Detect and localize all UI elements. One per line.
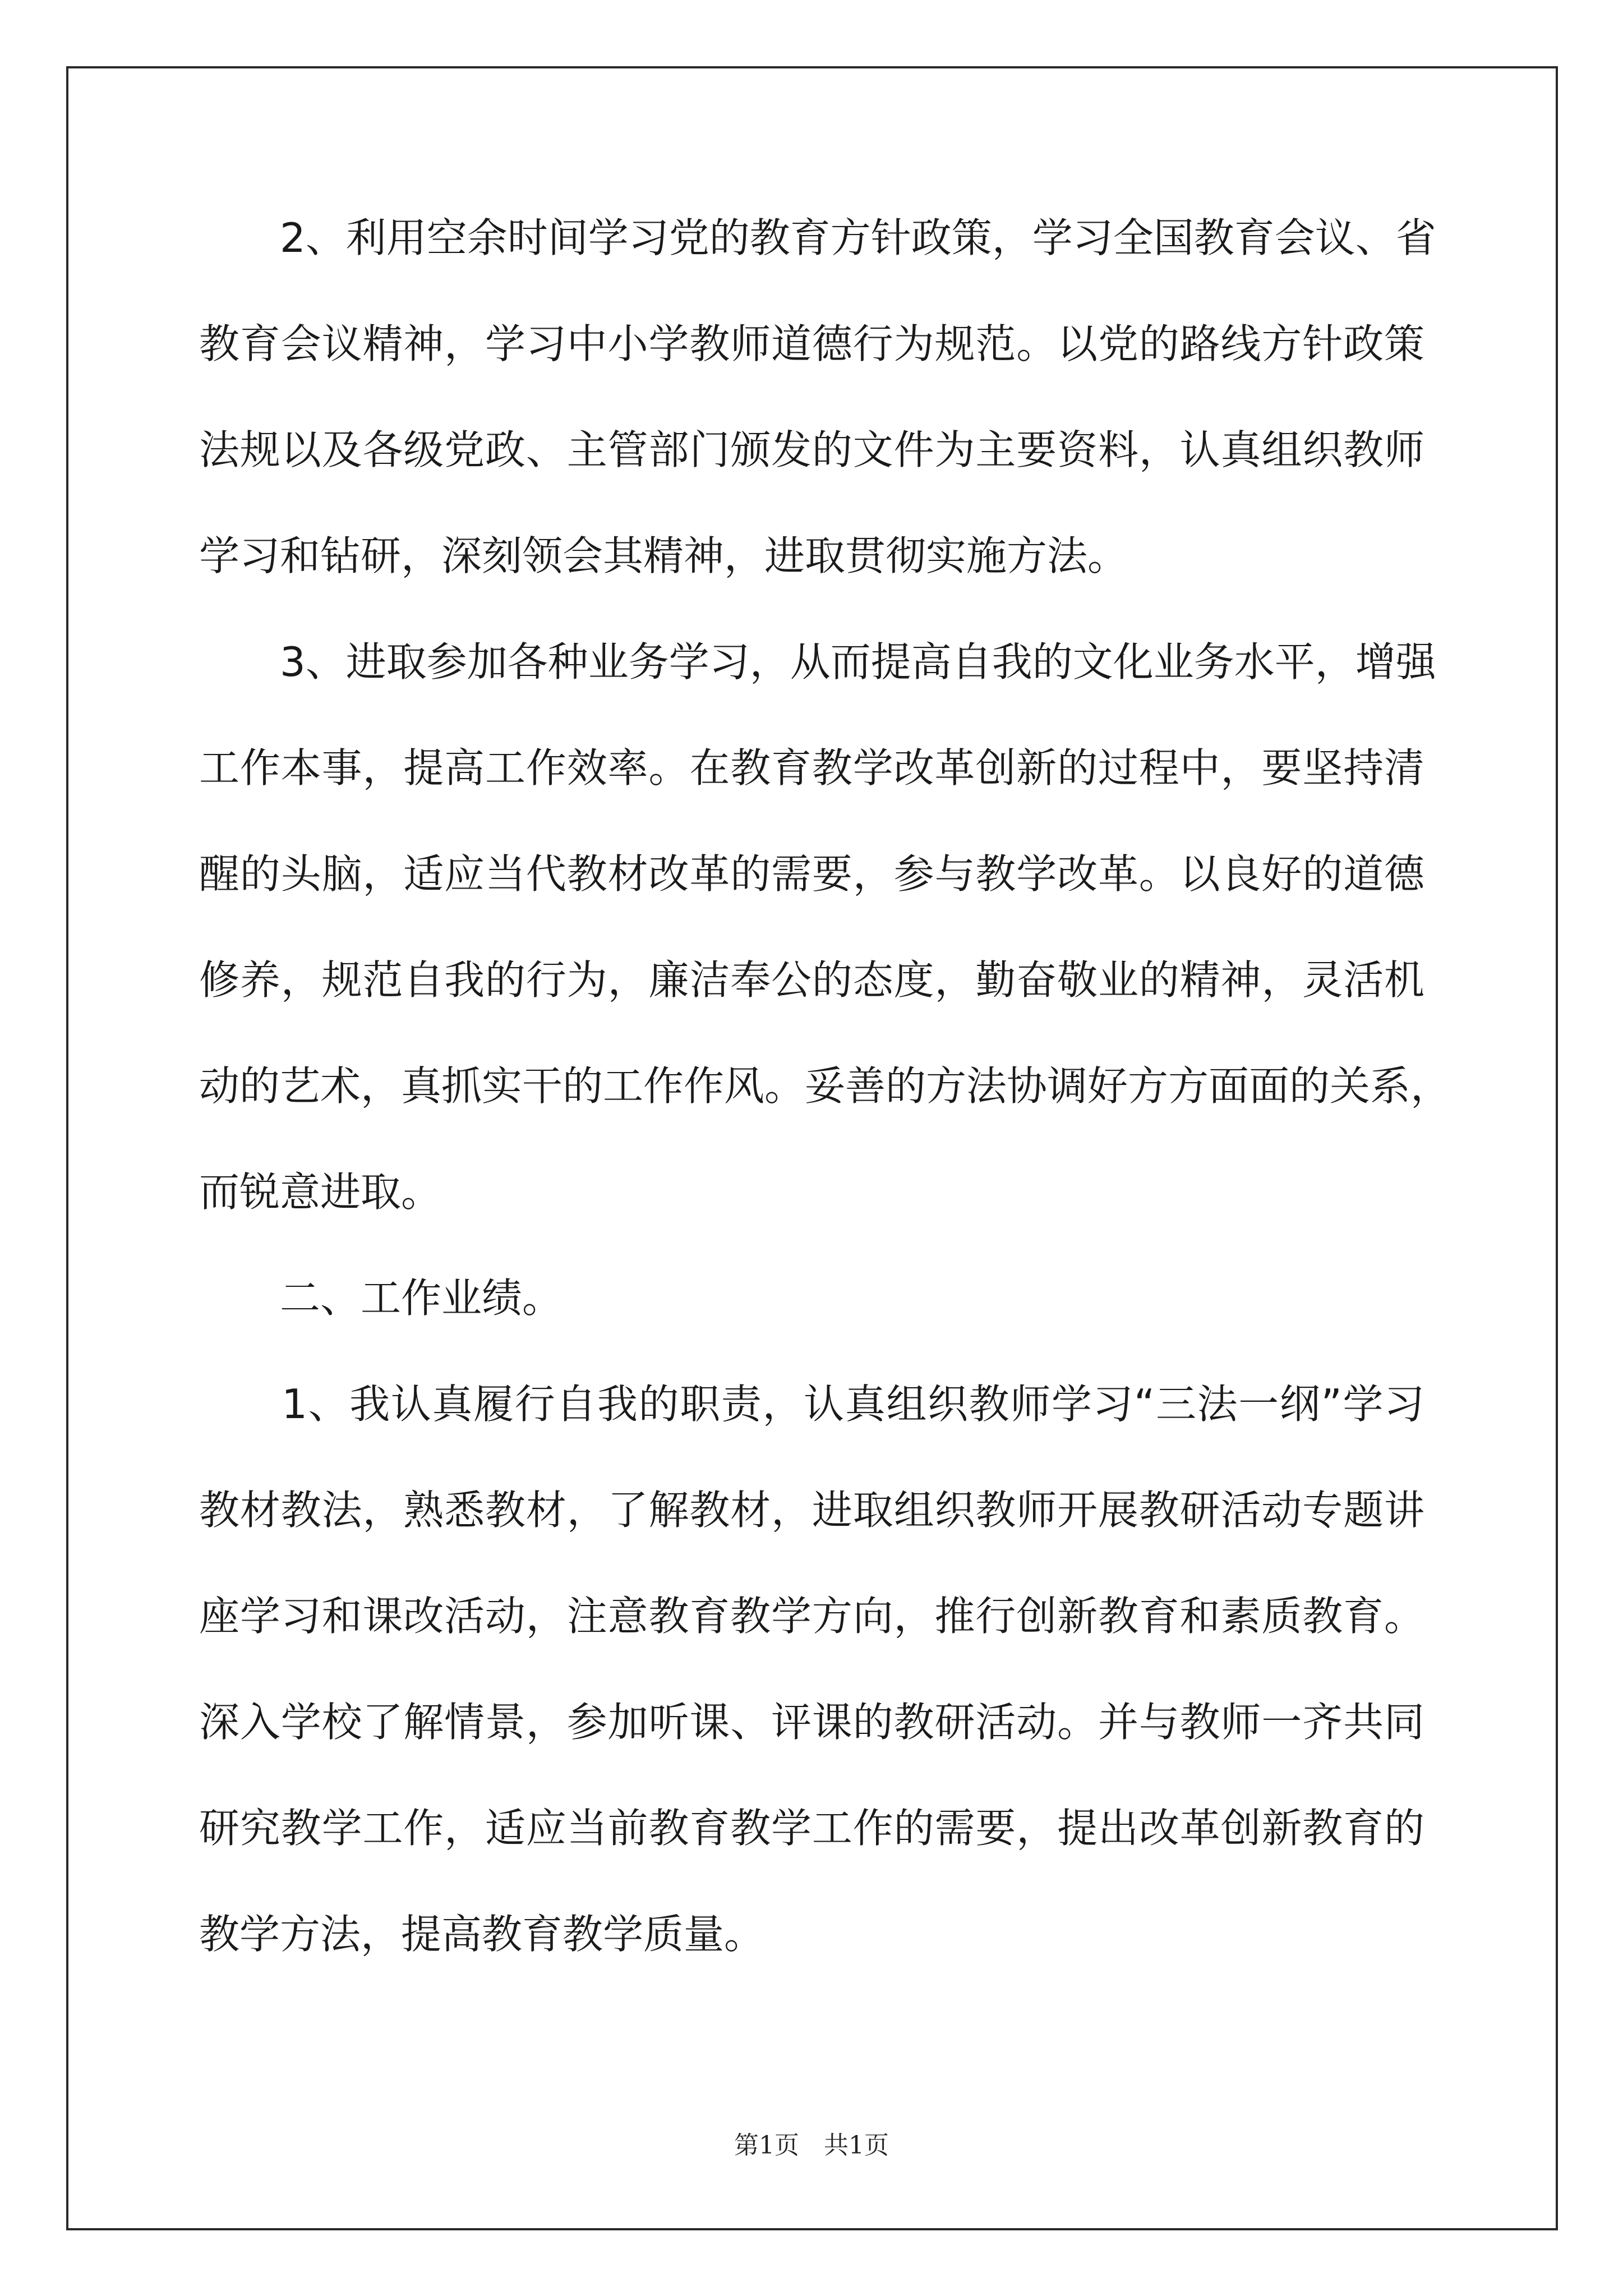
text-line: 座学习和课改活动，注意教育教学方向，推行创新教育和素质教育。	[199, 1593, 1424, 1640]
text-line: 2、利用空余时间学习党的教育方针政策，学习全国教育会议、省	[199, 214, 1436, 261]
text-line: 动的艺术，真抓实干的工作作风。妥善的方法协调好方方面面的关系，	[199, 1062, 1451, 1110]
text-line: 深入学校了解情景，参加听课、评课的教研活动。并与教师一齐共同	[199, 1699, 1424, 1746]
text-line: 教学方法，提高教育教学质量。	[199, 1911, 765, 1958]
text-line: 教育会议精神，学习中小学教师道德行为规范。以党的路线方针政策	[199, 320, 1424, 367]
text-line: 工作本事，提高工作效率。在教育教学改革创新的过程中，要坚持清	[199, 744, 1424, 792]
text-line: 1、我认真履行自我的职责，认真组织教师学习“三法一纲”学习	[199, 1381, 1424, 1428]
text-line: 法规以及各级党政、主管部门颁发的文件为主要资料，认真组织教师	[199, 426, 1424, 473]
page-footer: 第1页 共1页	[734, 2131, 889, 2160]
section-heading: 二、工作业绩。	[199, 1274, 563, 1322]
text-line: 学习和钻研，深刻领会其精神，进取贯彻实施方法。	[199, 532, 1128, 579]
document-body	[199, 214, 1451, 2020]
text-line: 修养，规范自我的行为，廉洁奉公的态度，勤奋敬业的精神，灵活机	[199, 956, 1424, 1004]
text-line: 醒的头脑，适应当代教材改革的需要，参与教学改革。以良好的道德	[199, 850, 1424, 898]
text-line: 而锐意进取。	[199, 1168, 442, 1216]
text-line: 3、进取参加各种业务学习，从而提高自我的文化业务水平，增强	[199, 638, 1436, 685]
text-line: 研究教学工作，适应当前教育教学工作的需要，提出改革创新教育的	[199, 1805, 1424, 1852]
text-line: 教材教法，熟悉教材，了解教材，进取组织教师开展教研活动专题讲	[199, 1487, 1424, 1534]
